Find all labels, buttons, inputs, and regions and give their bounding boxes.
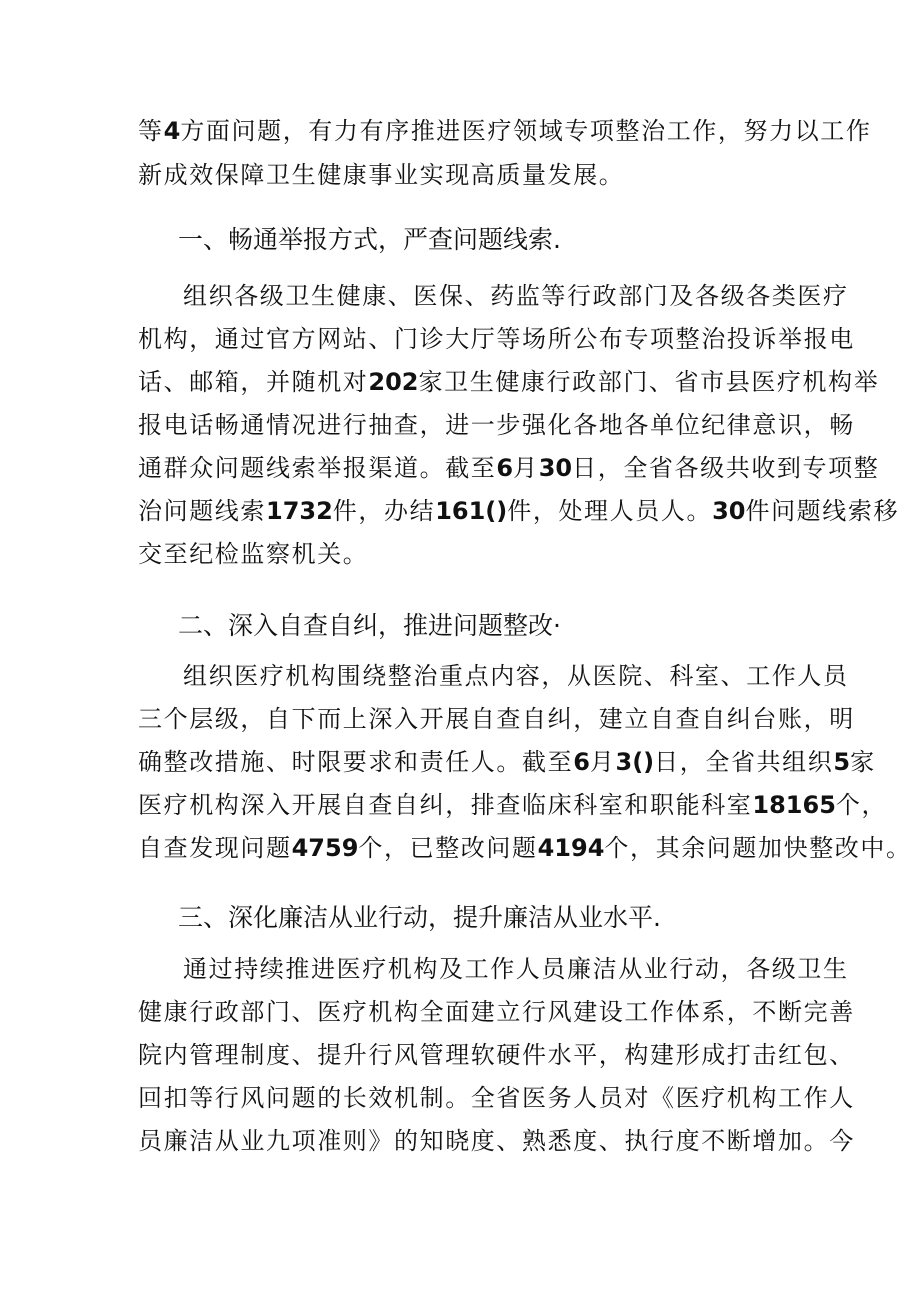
text-segment: 个， (835, 791, 888, 819)
text-segment: 院内管理制度、提升行风管理软硬件水平，构建形成打击红包、 (138, 1041, 855, 1069)
text-segment: 机构，通过官方网站、门诊大厅等场所公布专项整治投诉举报电 (138, 325, 855, 353)
paragraph-line (138, 1077, 855, 1120)
text-segment: 件问题线索移 (745, 497, 900, 525)
text-segment: 日，全省各级共收到专项整 (572, 454, 880, 482)
number-value: 30 (712, 497, 746, 525)
number-value: 161() (435, 497, 508, 525)
paragraph-line (138, 827, 912, 870)
text-segment: 确整改措施、时限要求和责任人。截至 (138, 748, 574, 776)
text-segment: 个，已整改问题 (358, 834, 538, 862)
text-segment: 新成效保障卫生健康事业实现高质量发展。 (138, 161, 625, 189)
text-segment: 回扣等行风问题的长效机制。全省医务人员对《医疗机构工作人 (138, 1084, 855, 1112)
number-value: 18165 (752, 791, 836, 819)
text-segment: 健康行政部门、医疗机构全面建立行风建设工作体系，不断完善 (138, 998, 855, 1026)
number-value: 1732 (266, 497, 333, 525)
paragraph-line (138, 784, 887, 827)
paragraph-line (138, 447, 879, 490)
text-segment: 日，全省共组织 (654, 748, 834, 776)
text-segment: 员廉洁从业九项准则》的知晓度、熟悉度、执行度不断增加。今 (138, 1127, 855, 1155)
paragraph-line (138, 361, 879, 404)
text-segment: 报电话畅通情况进行抽查，进一步强化各地各单位纪律意识，畅 (138, 411, 855, 439)
paragraph-line (183, 275, 849, 318)
section-heading: 一、畅通举报方式，严查问题线索. (178, 225, 561, 254)
number-value: 6 (496, 454, 514, 482)
text-segment: 月 (589, 748, 616, 776)
paragraph-line (138, 741, 876, 784)
text-segment: 通过持续推进医疗机构及工作人员廉洁从业行动，各级卫生 (183, 955, 849, 983)
section-heading: 三、深化廉洁从业行动，提升廉洁从业水平. (178, 903, 661, 932)
text-segment: 家卫生健康行政部门、省市县医疗机构举 (418, 368, 880, 396)
text-segment: 医疗机构深入开展自查自纠，排查临床科室和职能科室 (138, 791, 753, 819)
number-value: 202 (368, 368, 419, 396)
paragraph-line (183, 655, 849, 698)
section-heading: 二、深入自查自纠，推进问题整改· (178, 611, 561, 640)
number-value: 4194 (537, 834, 605, 862)
text-segment: 交至纪检监察机关。 (138, 540, 369, 568)
text-segment: 话、邮箱，并随机对 (138, 368, 369, 396)
text-segment: 组织各级卫生健康、医保、药监等行政部门及各级各类医疗 (183, 282, 849, 310)
text-segment: 件，处理人员人。 (507, 497, 713, 525)
text-segment: 通群众问题线索举报渠道。截至 (138, 454, 497, 482)
paragraph-line (138, 154, 624, 197)
paragraph-line (138, 1034, 855, 1077)
text-segment: 方面问题，有力有序推进医疗领域专项整治工作，努力以工作 (180, 117, 872, 145)
number-value: 3() (615, 748, 655, 776)
number-value: 30 (538, 454, 573, 482)
text-segment: 三个层级，自下而上深入开展自查自纠，建立自查自纠台账，明 (138, 705, 855, 733)
text-segment: 等 (138, 117, 164, 145)
paragraph-line (138, 404, 855, 447)
paragraph-line (138, 318, 855, 361)
paragraph-line (138, 110, 872, 153)
number-value: 5 (833, 748, 851, 776)
number-value: 4 (163, 117, 181, 145)
text-segment: 自查发现问题 (138, 834, 292, 862)
paragraph-line (138, 698, 855, 741)
paragraph-line (138, 533, 368, 576)
text-segment: 家 (850, 748, 876, 776)
paragraph-line (138, 1120, 855, 1163)
number-value: 4759 (291, 834, 359, 862)
paragraph-line (138, 991, 855, 1034)
paragraph-line (183, 948, 849, 991)
text-segment: 件，办结 (332, 497, 436, 525)
paragraph-line (138, 490, 899, 533)
text-segment: 组织医疗机构围绕整治重点内容，从医院、科室、工作人员 (183, 662, 849, 690)
text-segment: 治问题线索 (138, 497, 266, 525)
text-segment: 月 (513, 454, 539, 482)
number-value: 6 (573, 748, 590, 776)
text-segment: 个，其余问题加快整改中。 (604, 834, 912, 862)
